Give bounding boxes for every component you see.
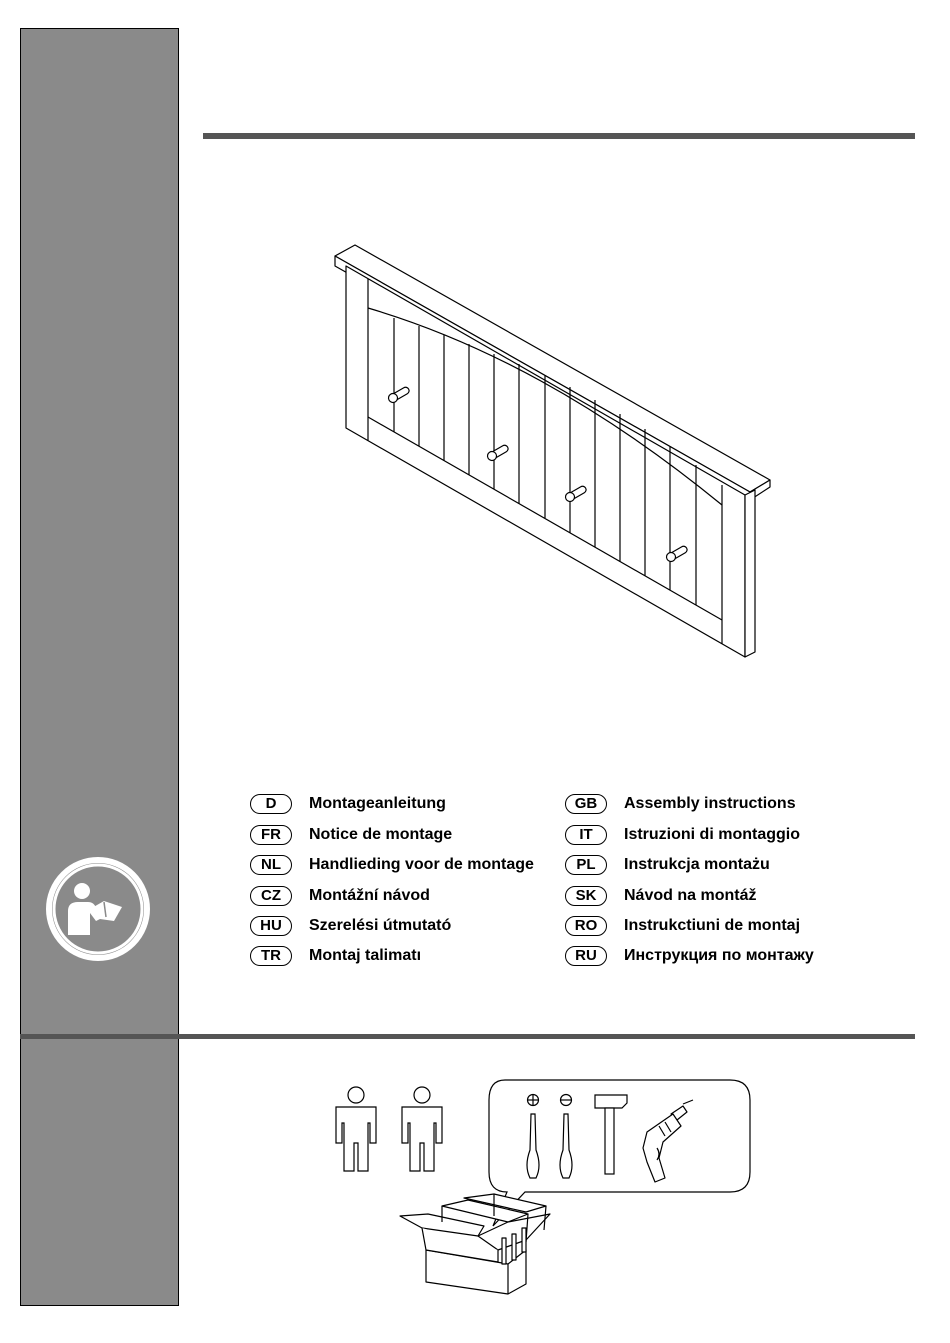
language-code-badge: NL xyxy=(250,855,292,875)
language-label: Szerelési útmutató xyxy=(309,917,452,934)
language-label: Handlieding voor de montage xyxy=(309,856,534,873)
language-code-badge: GB xyxy=(565,794,607,814)
language-label: Notice de montage xyxy=(309,826,453,843)
language-code-badge: RO xyxy=(565,916,607,936)
phillips-screwdriver-icon xyxy=(520,1092,546,1182)
language-label: Istruzioni di montaggio xyxy=(624,826,800,843)
hammer-icon xyxy=(592,1092,632,1176)
language-row-d xyxy=(250,793,446,815)
language-code-badge: TR xyxy=(250,946,292,966)
coat-rack-illustration xyxy=(325,235,775,675)
sidebar-bottom-panel xyxy=(20,1038,179,1306)
language-code-badge: HU xyxy=(250,916,292,936)
language-row-gb xyxy=(565,793,796,815)
language-row-hu xyxy=(250,915,451,937)
language-label: Montageanleitung xyxy=(309,795,446,812)
language-label: Montaj talimatı xyxy=(309,947,422,964)
toolbox-icon xyxy=(398,1192,558,1297)
language-code-badge: PL xyxy=(565,855,607,875)
language-code-badge: CZ xyxy=(250,886,292,906)
drill-icon xyxy=(635,1098,705,1188)
flathead-screwdriver-icon xyxy=(553,1092,579,1182)
language-code-badge: FR xyxy=(250,825,292,845)
section-divider-rule xyxy=(20,1034,915,1039)
language-label: Instrukcja montażu xyxy=(624,856,770,873)
language-row-cz xyxy=(250,885,430,907)
language-row-tr xyxy=(250,945,421,967)
language-row-sk xyxy=(565,885,756,907)
language-label: Instrukctiuni de montaj xyxy=(624,917,801,934)
language-row-pl xyxy=(565,854,770,876)
header-rule xyxy=(203,133,915,139)
language-label: Инструкция по монтажу xyxy=(624,947,814,964)
language-row-fr xyxy=(250,824,452,846)
language-row-it xyxy=(565,824,800,846)
language-label: Návod na montáž xyxy=(624,887,757,904)
two-persons-icon xyxy=(330,1085,450,1175)
language-row-nl xyxy=(250,854,534,876)
language-code-badge: SK xyxy=(565,886,607,906)
language-label: Assembly instructions xyxy=(624,795,796,812)
language-code-badge: D xyxy=(250,794,292,814)
language-code-badge: IT xyxy=(565,825,607,845)
language-label: Montážní návod xyxy=(309,887,430,904)
language-row-ro xyxy=(565,915,800,937)
read-manual-icon xyxy=(44,855,152,963)
language-code-badge: RU xyxy=(565,946,607,966)
language-row-ru xyxy=(565,945,814,967)
